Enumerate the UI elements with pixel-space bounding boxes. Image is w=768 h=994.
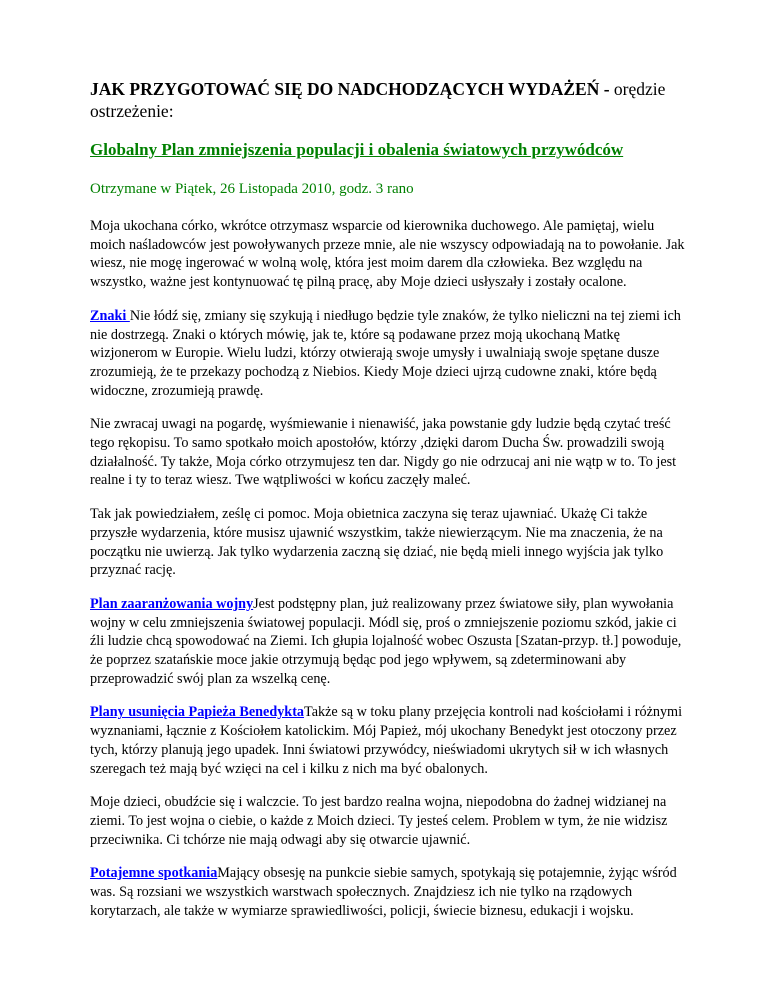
paragraph-4-text: Tak jak powiedziałem, ześlę ci pomoc. Moja obietnica zaczyna się teraz ujawniać. Ukażę Ci także przyszłe wydarzenia, które musisz ujawnić wszystkim, także niewierzącym. Nie ma znaczenia, że na początku nie uwierzą. Jak tylko wydarzenia zaczną się dziać, nie będą mieli innego wyjścia jak tylko przyznać rację.	[90, 506, 664, 579]
heading-rest-text: orędzie ostrzeżenie:	[90, 79, 666, 121]
paragraph-7	[90, 793, 690, 849]
paragraph-1	[90, 217, 690, 292]
signs-link[interactable]: Znaki	[90, 307, 130, 324]
paragraph-war-plan	[90, 595, 690, 689]
paragraph-3	[90, 415, 690, 490]
paragraph-signs-text: Nie łódź się, zmiany się szykują i niedługo będzie tyle znaków, że tylko nieliczni na tej ziemi ich nie dostrzegą. Znaki o których mówię, jak te, które są podawane przez moją ukochaną Matkę wizjonerom w Europie. Wielu ludzi, którzy otwierają swoje umysły i uwalniają swoje spętane dusze zrozumieją, że te przekazy pochodzą z Niebios. Kiedy Moje dzieci ujrzą cudowne znaki, które będą widoczne, zrozumieją prawdę.	[90, 307, 681, 399]
heading-bold-text: JAK PRZYGOTOWAĆ SIĘ DO NADCHODZĄCYCH WYDAŻEŃ -	[90, 79, 610, 99]
paragraph-secret-meetings-text: Mający obsesję na punkcie siebie samych, spotykają się potajemnie, żyjąc wśród was. Są rozsiani we wszystkich warstwach społecznych. Znajdziesz ich nie tylko na rządowych korytarzach, ale także w wymiarze sprawiedliwości, policji, świecie biznesu, edukacji i wojsku.	[90, 865, 677, 919]
document-page	[90, 78, 690, 936]
paragraph-pope-plans	[90, 703, 690, 778]
paragraph-4	[90, 505, 690, 580]
war-plan-link[interactable]: Plan zaaranżowania wojny	[90, 595, 254, 612]
document-heading	[90, 78, 690, 122]
paragraph-3-text: Nie zwracaj uwagi na pogardę, wyśmiewanie i nienawiść, jaka powstanie gdy ludzie będą czytać treść tego rękopisu. To samo spotkało moich apostołów, którzy ,dzięki darom Ducha Św. prowadzili swoją działalność. Ty także, Moja córko otrzymujesz ten dar. Nigdy go nie odrzucaj ani nie wątp w to. To jest realne i ty to teraz wiesz. Twe wątpliwości w końcu zaczęły maleć.	[90, 416, 677, 489]
paragraph-war-plan-text: Jest podstępny plan, już realizowany przez światowe siły, plan wywołania wojny w celu zmniejszenia światowej populacji. Módl się, proś o zmniejszenie poziomu szkód, jakie ci źli ludzie chcą spowodować na Ziemi. Ich głupia lojalność wobec Oszusta [Szatan-przyp. tł.] powoduje, że poprzez szatańskie moce jakie otrzymują będąc pod jego wpływem, są zdeterminowani aby przeprowadzić swój plan za wszelką cenę.	[90, 595, 682, 687]
document-subtitle: Globalny Plan zmniejszenia populacji i obalenia światowych przywódców	[90, 140, 624, 159]
paragraph-1-text: Moja ukochana córko, wkrótce otrzymasz wsparcie od kierownika duchowego. Ale pamiętaj, wielu moich naśladowców jest powoływanych przeze mnie, ale nie wszyscy odpowiadają na to powołanie. Jak wiesz, nie mogę ingerować w wolną wolę, która jest moim darem dla człowieka. Bez względu na wszystko, ważne jest kontynuować tę pilną pracę, aby Moje dzieci usłyszały i zostały ocalone.	[90, 218, 685, 291]
paragraph-signs	[90, 307, 690, 401]
pope-plans-link[interactable]: Plany usunięcia Papieża Benedykta	[90, 704, 305, 721]
paragraph-pope-plans-text: Także są w toku plany przejęcia kontroli nad kościołami i różnymi wyznaniami, łącznie z Kościołem katolickim. Mój Papież, mój ukochany Benedykt jest otoczony przez tych, którzy planują jego upadek. Inni światowi przywódcy, nieświadomi ukrytych sił w ich własnych szeregach też mają być wzięci na cel i kilku z nich ma być obalonych.	[90, 704, 683, 777]
secret-meetings-link[interactable]: Potajemne spotkania	[90, 865, 218, 882]
received-dateline: Otrzymane w Piątek, 26 Listopada 2010, godz. 3 rano	[90, 181, 414, 197]
paragraph-7-text: Moje dzieci, obudźcie się i walczcie. To jest bardzo realna wojna, niepodobna do żadnej widzianej na ziemi. To jest wojna o ciebie, o każde z Moich dzieci. Ty jesteś celem. Problem w tym, że nie widzisz przeciwnika. Ci tchórze nie mają odwagi aby się otwarcie ujawnić.	[90, 794, 668, 848]
paragraph-secret-meetings	[90, 864, 690, 920]
